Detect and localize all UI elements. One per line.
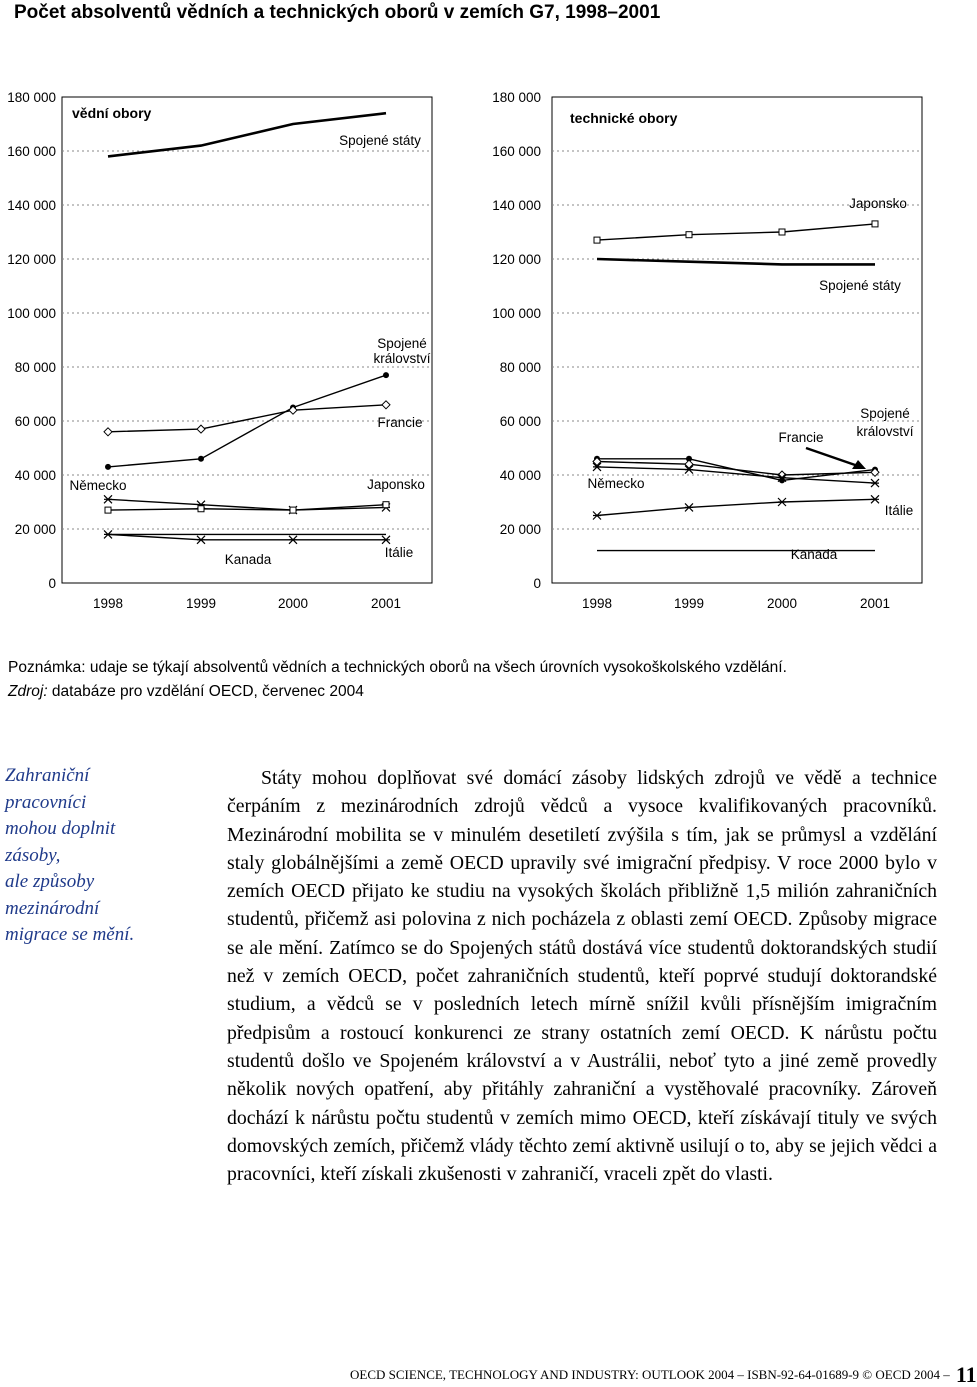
y-tick-label: 160 000 <box>7 144 56 159</box>
x-tick-label: 2001 <box>370 596 402 611</box>
note-text: Poznámka: udaje se týkají absolventů vědních a technických oborů na všech úrovních vysokoškolského vzdělání. <box>8 659 787 676</box>
margin-note-line: zásoby, <box>5 844 61 866</box>
source-text: databáze pro vzdělání OECD, červenec 2004 <box>47 683 364 700</box>
series-label: království <box>373 351 431 366</box>
data-point <box>383 502 389 508</box>
chart-technical <box>492 90 922 611</box>
y-tick-label: 20 000 <box>14 522 56 537</box>
y-tick-label: 0 <box>48 576 56 591</box>
data-point <box>871 495 879 503</box>
data-point <box>290 507 296 513</box>
y-tick-label: 120 000 <box>7 252 56 267</box>
series-label: Kanada <box>224 552 272 567</box>
y-tick-label: 80 000 <box>499 360 541 375</box>
series-line <box>597 259 875 264</box>
series-label: Francie <box>778 430 824 445</box>
y-tick-label: 40 000 <box>499 468 541 483</box>
annotation-arrow <box>806 448 858 466</box>
series-label: Kanada <box>790 547 838 562</box>
y-tick-label: 80 000 <box>14 360 56 375</box>
source-line <box>8 680 956 704</box>
series-line <box>108 534 386 539</box>
series-label: Itálie <box>884 503 914 518</box>
data-point <box>104 428 112 436</box>
y-tick-label: 140 000 <box>492 198 541 213</box>
margin-note-line: ale způsoby <box>5 871 95 892</box>
data-point <box>872 221 878 227</box>
data-point <box>104 495 112 503</box>
data-point <box>289 536 297 544</box>
series-label: Itálie <box>384 545 414 560</box>
y-tick-label: 100 000 <box>492 306 541 321</box>
y-tick-label: 60 000 <box>499 414 541 429</box>
y-tick-label: 0 <box>533 576 541 591</box>
y-tick-label: 60 000 <box>14 414 56 429</box>
body-paragraph: Státy mohou doplňovat své domácí zásoby lidských zdrojů ve vědě a technice čerpáním z mezinárodních zdrojů vědců a vysoce kvalifikovaných pracovníků. Mezinárodní mobilita se v minulém desetiletí zvýšila s tím, jak se průmysl a vzdělání staly globálnějšími a země OECD upravily své imigrační předpisy. V roce 2000 bylo v zemích OECD přijato ke studiu na vysokých školách přibližně 1,5 milión zahraničních studentů, přičemž asi polovina z nich pocházela z oblasti zemí OECD. Způsoby migrace se ale mění. Zatímco se do Spojených států dostává více studentů doktorandských studií než v zemích OECD, počet zahraničních studentů, kteří poprvé studují doktorandské studium, a vědců se v posledních letech mírně snížil kvůli přísnějším imigračním předpisům a rostoucí konkurenci ze strany ostatních zemí OECD. K nárůstu počtu studentů došlo ve Spojeném království a v Austrálii, neboť tyto a jiné země provedly několik nových opatření, aby přitáhly zahraniční a vystěhovalé pracovníky. Zároveň dochází k nárůstu počtu studentů v zemích mimo OECD, kteří získávají tituly ve svých domovských zemích, přičemž vlády těchto zemí aktivně usilují o to, aby se jejich vědci a pracovníci, kteří získali zkušenosti v zahraničí, vraceli zpět do vlasti. <box>227 767 937 1186</box>
series-line <box>597 224 875 240</box>
data-point <box>198 506 204 512</box>
y-tick-label: 40 000 <box>14 468 56 483</box>
x-tick-label: 2001 <box>859 596 891 611</box>
series-line <box>108 499 386 510</box>
footer-text: OECD SCIENCE, TECHNOLOGY AND INDUSTRY: OUTLOOK 2004 – ISBN-92-64-01689-9 © OECD 2004 – <box>350 1367 950 1382</box>
data-point <box>593 512 601 520</box>
panel-title: technické obory <box>570 110 678 126</box>
series-label: Spojené <box>377 336 427 351</box>
data-point <box>105 464 111 470</box>
series-line <box>597 499 875 515</box>
x-tick-label: 1999 <box>185 596 217 611</box>
data-point <box>686 232 692 238</box>
page-footer <box>350 1359 977 1385</box>
series-label: Německo <box>69 478 127 493</box>
y-tick-label: 120 000 <box>492 252 541 267</box>
chart-science <box>7 90 432 611</box>
x-tick-label: 2000 <box>277 596 309 611</box>
x-tick-label: 1998 <box>581 596 613 611</box>
margin-note-line: mezinárodní <box>5 897 100 919</box>
data-point <box>383 372 389 378</box>
series-line <box>108 405 386 432</box>
series-label: království <box>856 424 914 439</box>
margin-note-line: Zahraniční <box>5 765 90 786</box>
margin-note-line: migrace se mění. <box>5 924 135 945</box>
y-tick-label: 160 000 <box>492 144 541 159</box>
series-label: Spojené státy <box>819 278 901 293</box>
chart-note <box>8 656 956 704</box>
y-tick-label: 20 000 <box>499 522 541 537</box>
x-tick-label: 2000 <box>766 596 798 611</box>
source-label: Zdroj: <box>8 683 48 700</box>
data-point <box>594 237 600 243</box>
data-point <box>779 229 785 235</box>
series-label: Spojené <box>860 406 910 421</box>
x-tick-label: 1999 <box>673 596 705 611</box>
data-point <box>198 456 204 462</box>
series-label: Francie <box>377 415 423 430</box>
data-point <box>382 536 390 544</box>
margin-note-line: mohou doplnit <box>5 818 116 839</box>
series-label: Německo <box>587 476 645 491</box>
page-title: Počet absolventů vědních a technických oborů v zemích G7, 1998–2001 <box>14 2 661 23</box>
margin-note <box>5 763 205 949</box>
data-point <box>871 479 879 487</box>
series-label: Spojené státy <box>339 133 421 148</box>
page-number: 11 <box>955 1362 977 1387</box>
data-point <box>382 401 390 409</box>
data-point <box>197 536 205 544</box>
x-tick-label: 1998 <box>92 596 124 611</box>
series-label: Japonsko <box>367 477 425 492</box>
margin-note-line: pracovníci <box>5 791 87 813</box>
y-tick-label: 100 000 <box>7 306 56 321</box>
y-tick-label: 180 000 <box>7 90 56 105</box>
series-label: Japonsko <box>849 196 907 211</box>
data-point <box>685 503 693 511</box>
body-text <box>227 764 937 1188</box>
charts-area <box>0 0 960 640</box>
y-tick-label: 180 000 <box>492 90 541 105</box>
data-point <box>778 498 786 506</box>
y-tick-label: 140 000 <box>7 198 56 213</box>
data-point <box>105 507 111 513</box>
panel-title: vědní obory <box>72 105 152 121</box>
data-point <box>197 425 205 433</box>
plot-frame <box>552 97 922 583</box>
